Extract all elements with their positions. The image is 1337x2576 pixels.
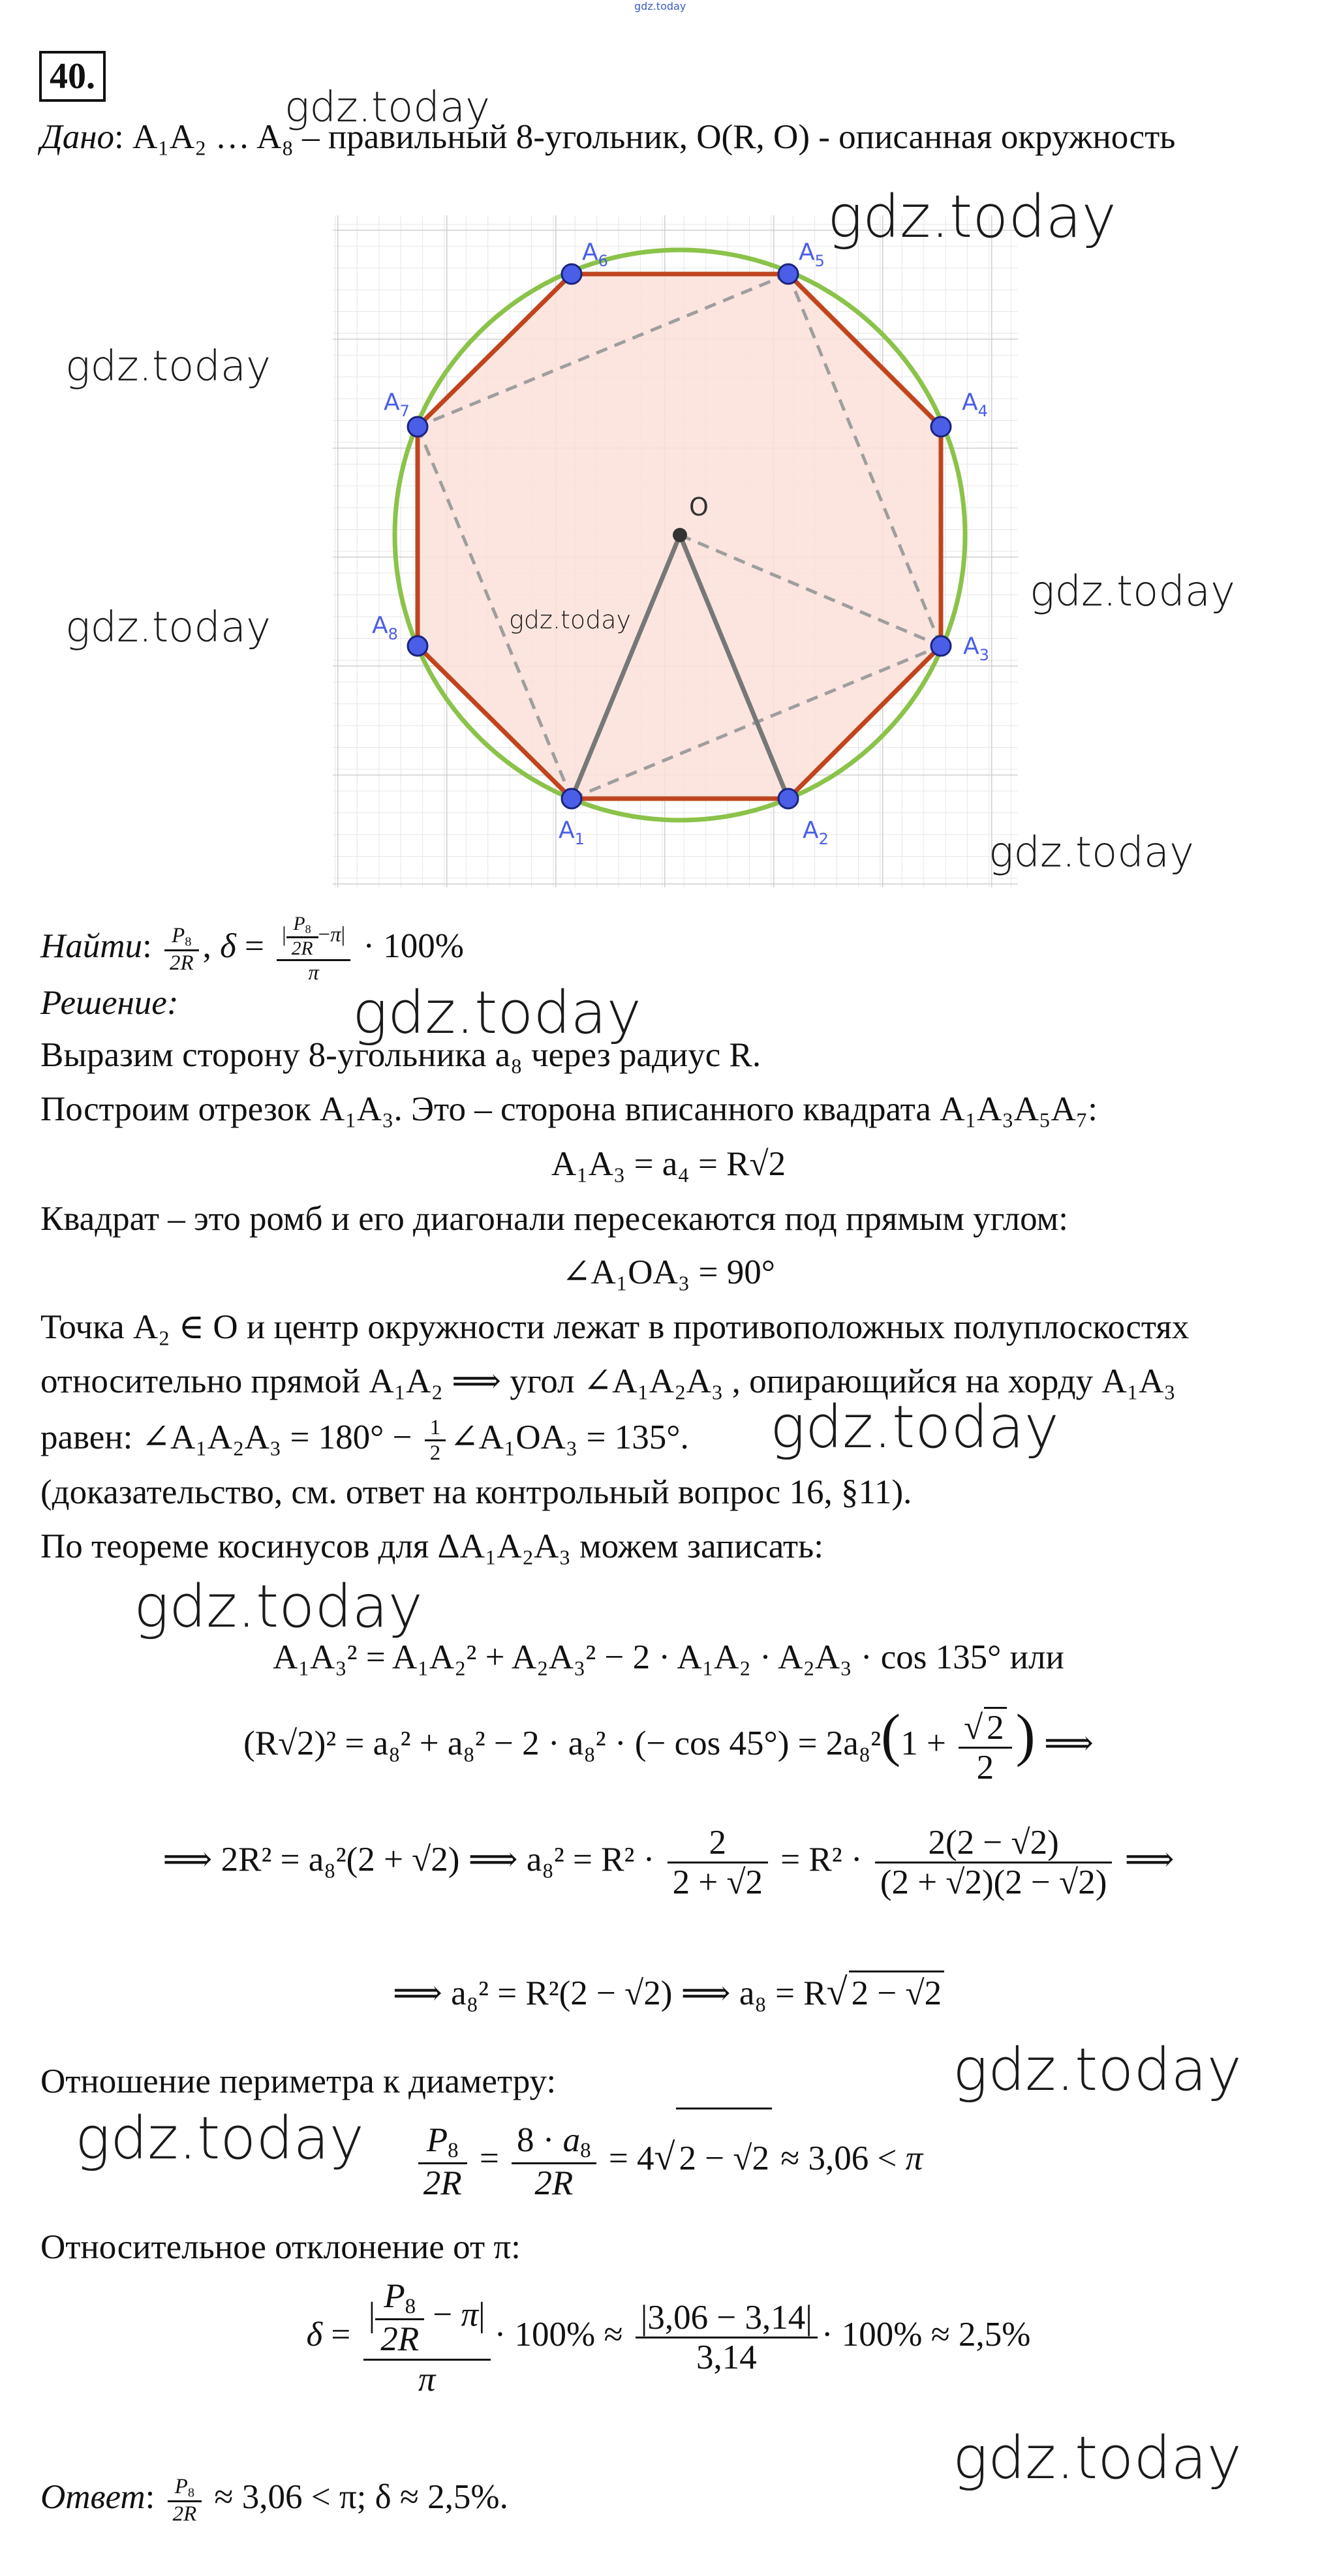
given-text: : A₁A₂ … A₈ – правильный 8-угольник, O(R, O) - описанная окружность	[114, 118, 1176, 156]
vertex-label: $A_3$	[963, 633, 989, 664]
watermark: gdz.today	[953, 2424, 1242, 2492]
formula-1: A₁A₃ = a₄ = R√2	[551, 1145, 786, 1183]
solution-label: Решение:	[40, 984, 179, 1022]
vertex-point	[562, 789, 581, 808]
watermark: gdz.today	[953, 2036, 1242, 2104]
watermark: gdz.today	[509, 606, 631, 634]
watermark: gdz.today	[989, 829, 1194, 877]
formula-7: $\frac{P_8}{2R}$ = $\frac{8 \cdot a_8}{2R}$ = 4√ 2 − √2 ≈ 3,06 < π	[0, 2108, 1337, 2207]
text-line-7: (доказательство, см. ответ на контрольный вопрос 16, §11).	[40, 1473, 912, 1511]
formula-3: A₁A₃² = A₁A₂² + A₂A₃² − 2 · A₁A₂ · A₂A₃ · cos 135° или	[273, 1638, 1064, 1676]
vertex-point	[931, 636, 951, 656]
center-point	[673, 528, 687, 542]
watermark: gdz.today	[770, 1393, 1059, 1462]
vertex-point	[562, 264, 581, 284]
text-line-3: Квадрат – это ромб и его диагонали пересекаются под прямым углом:	[40, 1200, 1068, 1238]
vertex-label: $A_8$	[372, 612, 398, 643]
text-line-10: Относительное отклонение от π:	[40, 2228, 521, 2266]
vertex-label: $A_2$	[803, 817, 829, 848]
text-line-6: равен: ∠A₁A₂A₃ = 180° − $\frac{1}{2}$ ∠A₁OA₃ = 135°.	[40, 1416, 689, 1465]
text-line-5: относительно прямой A₁A₂ ⟹ угол ∠A₁A₂A₃ , опирающийся на хорду A₁A₃	[40, 1362, 1176, 1400]
given-line	[40, 116, 1175, 158]
watermark: gdz.today	[352, 979, 641, 1047]
site-link[interactable]: gdz.today	[634, 0, 686, 12]
text-line-1: Выразим сторону 8-угольника a₈ через радиус R.	[40, 1036, 761, 1074]
watermark: gdz.today	[134, 1572, 423, 1641]
text-line-4: Точка A₂ ∈ O и центр окружности лежат в противоположных полуплоскостях	[40, 1308, 1190, 1346]
find-line: Найти: $\frac{P_8}{2R}$ , δ = | $\frac{P_8}{2R}$ −π| π · 100%	[40, 913, 464, 985]
octagon-figure	[313, 202, 1031, 887]
vertex-point	[408, 417, 427, 437]
formula-5: ⟹ 2R² = a₈²(2 + √2) ⟹ a₈² = R² · $\frac{2}{2 + √2}$ = R² · $\frac{2(2 - √2)}{(2 + √2)(2 - √2)}$ ⟹	[162, 1824, 1175, 1902]
formula-6: ⟹ a₈² = R²(2 − √2) ⟹ a₈ = R√ 2 − √2	[0, 1970, 1337, 2014]
text-line-2: Построим отрезок A₁A₃. Это – сторона вписанного квадрата A₁A₃A₅A₇:	[40, 1090, 1098, 1128]
problem-number: 40.	[39, 51, 106, 102]
find-delta-frac: | $\frac{P_8}{2R}$ −π| π	[277, 913, 350, 985]
vertex-label: $A_1$	[559, 817, 585, 848]
frac-rationalized: $\frac{2(2 - √2)}{(2 + √2)(2 - √2)}$	[875, 1824, 1113, 1902]
find-label: Найти	[40, 927, 143, 965]
watermark: gdz.today	[65, 604, 271, 652]
text-line-9: Отношение периметра к диаметру:	[40, 2062, 557, 2100]
formula-2: ∠A₁OA₃ = 90°	[562, 1253, 775, 1291]
vertex-label: $A_6$	[582, 239, 608, 270]
sqrt2-over-2: $\frac{√ 2}{2}$	[959, 1707, 1012, 1787]
center-label: O	[689, 493, 709, 521]
watermark: gdz.today	[1030, 568, 1235, 616]
watermark: gdz.today	[65, 343, 271, 391]
vertex-label: $A_7$	[384, 389, 410, 420]
frac-2-over: $\frac{2}{2 + √2}$	[668, 1824, 768, 1902]
given-label: Дано	[40, 118, 115, 156]
watermark: gdz.today	[827, 183, 1116, 251]
vertex-point	[408, 636, 427, 656]
formula-4: (R√2)² = a₈² + a₈² − 2 · a₈² · (− cos 45°) = 2a₈²(1 + $\frac{√ 2}{2}$ ) ⟹	[243, 1703, 1094, 1786]
vertex-label: $A_4$	[962, 389, 988, 420]
answer-line: Ответ: $\frac{P_8}{2R}$ ≈ 3,06 < π; δ ≈ 2,5%.	[40, 2474, 508, 2526]
vertex-point	[778, 789, 798, 808]
text-line-8: По теореме косинусов для ΔA₁A₂A₃ можем записать:	[40, 1527, 823, 1565]
vertex-label: $A_5$	[799, 239, 825, 270]
vertex-point	[931, 417, 951, 437]
find-ratio: $\frac{P_8}{2R}$	[164, 924, 199, 975]
formula-8: δ = | $\frac{P_8}{2R}$ − π| π · 100% ≈ $\frac{|3,06 - 3,14|}{3,14}$ · 100% ≈ 2,5%	[306, 2277, 1031, 2399]
watermark: gdz.today	[284, 84, 490, 132]
vertex-point	[778, 264, 798, 284]
half-frac: $\frac{1}{2}$	[425, 1416, 446, 1465]
find-delta-tail: · 100%	[363, 927, 464, 965]
watermark: gdz.today	[75, 2104, 364, 2173]
